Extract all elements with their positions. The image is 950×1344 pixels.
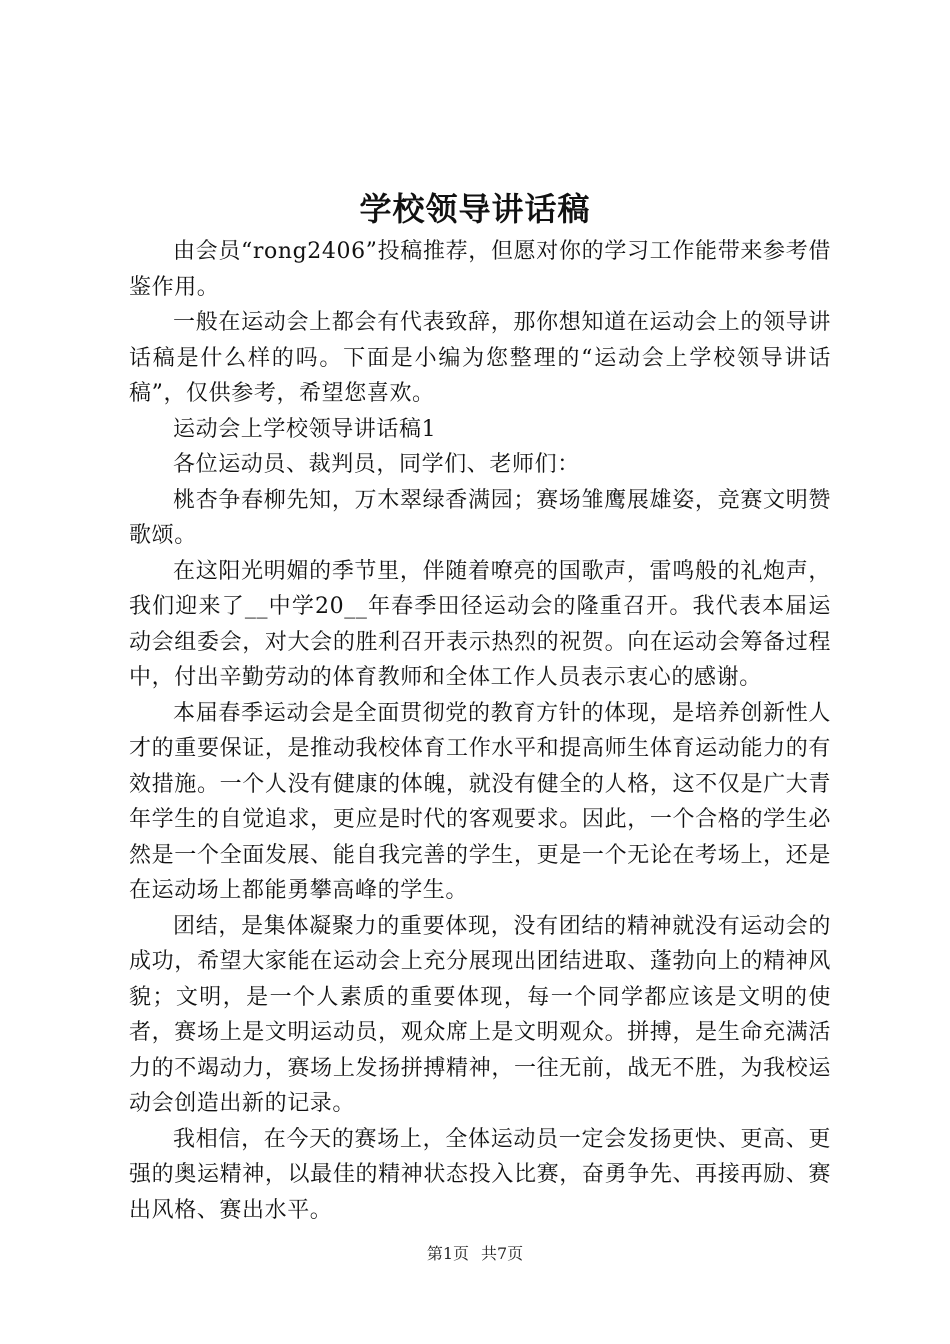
page-total: 共7页 — [481, 1244, 524, 1263]
paragraph-greeting: 各位运动员、裁判员，同学们、老师们： — [173, 452, 580, 477]
page-footer — [0, 1242, 950, 1266]
paragraph-couplet: 桃杏争春柳先知，万木翠绿香满园；赛场雏鹰展雄姿，竞赛文明赞歌颂。 — [129, 487, 831, 548]
paragraph-intro: 由会员“rong2406”投稿推荐，但愿对你的学习工作能带来参考借鉴作用。 — [129, 239, 831, 300]
paragraph-closing: 我相信，在今天的赛场上，全体运动员一定会发扬更快、更高、更强的奥运精神，以最佳的精神状态投入比赛，奋勇争先、再接再励、赛出风格、赛出水平。 — [129, 1126, 831, 1223]
paragraph-unity: 团结，是集体凝聚力的重要体现，没有团结的精神就没有运动会的成功，希望大家能在运动会上充分展现出团结进取、蓬勃向上的精神风貌；文明，是一个人素质的重要体现，每一个同学都应该是文明的使者，赛场上是文明运动员，观众席上是文明观众。拼搏，是生命充满活力的不竭动力，赛场上发扬拼搏精神，一往无前，战无不胜，为我校运动会创造出新的记录。 — [129, 913, 831, 1116]
paragraph-opening: 在这阳光明媚的季节里，伴随着嘹亮的国歌声，雷鸣般的礼炮声，我们迎来了__中学20__年春季田径运动会的隆重召开。我代表本届运动会组委会，对大会的胜利召开表示热烈的祝贺。向在运动会筹备过程中，付出辛勤劳动的体育教师和全体工作人员表示衷心的感谢。 — [129, 558, 831, 690]
document-title: 学校领导讲话稿 — [359, 190, 591, 228]
section-heading: 运动会上学校领导讲话稿1 — [173, 416, 437, 442]
page-number: 第1页 — [426, 1244, 469, 1263]
paragraph-significance: 本届春季运动会是全面贯彻党的教育方针的体现，是培养创新性人才的重要保证，是推动我校体育工作水平和提高师生体育运动能力的有效措施。一个人没有健康的体魄，就没有健全的人格，这不仅是广大青年学生的自觉追求，更应是时代的客观要求。因此，一个合格的学生必然是一个全面发展、能自我完善的学生，更是一个无论在考场上，还是在运动场上都能勇攀高峰的学生。 — [129, 700, 831, 903]
paragraph-preface: 一般在运动会上都会有代表致辞，那你想知道在运动会上的领导讲话稿是什么样的吗。下面是小编为您整理的“运动会上学校领导讲话稿”，仅供参考，希望您喜欢。 — [129, 310, 831, 406]
document-body — [129, 234, 831, 1228]
